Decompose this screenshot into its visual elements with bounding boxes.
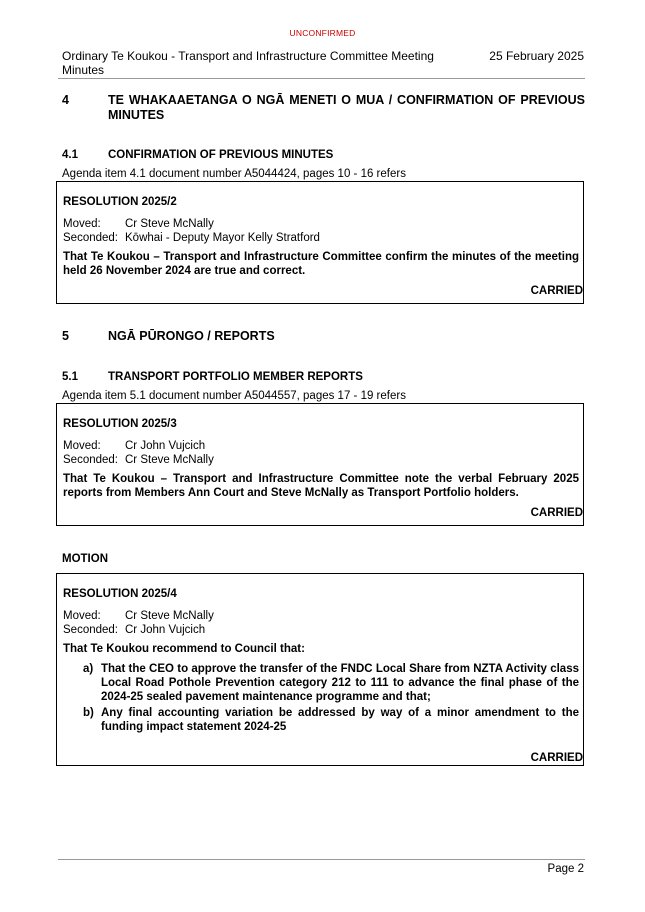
item-title: TRANSPORT PORTFOLIO MEMBER REPORTS: [108, 371, 363, 383]
list-item: [63, 662, 579, 704]
seconded-by: Cr Steve McNally: [125, 454, 214, 466]
seconded-by: Kōwhai - Deputy Mayor Kelly Stratford: [125, 232, 320, 244]
resolution-text: That Te Koukou – Transport and Infrastructure Committee confirm the minutes of the meeting held 26 November 2024 are true and correct.: [63, 251, 579, 277]
list-item-text: Any final accounting variation be addressed by way of a minor amendment to the funding impact statement 2024-25: [101, 707, 579, 733]
carried-status: CARRIED: [530, 507, 583, 519]
footer-divider: [58, 859, 585, 860]
motion-heading: MOTION: [62, 553, 108, 565]
section-title: TE WHAKAAETANGA O NGĀ MENETI O MUA / CONFIRMATION OF PREVIOUS MINUTES: [108, 93, 585, 122]
seconded-line: [63, 453, 583, 467]
item-5-1-heading: [62, 371, 585, 385]
resolution-box-2025-2: [56, 181, 584, 304]
moved-by: Cr John Vujcich: [125, 440, 206, 452]
agenda-reference: Agenda item 4.1 document number A5044424, pages 10 - 16 refers: [62, 168, 406, 180]
moved-key: Moved:: [63, 440, 101, 452]
moved-by: Cr Steve McNally: [125, 610, 214, 622]
seconded-key: Seconded:: [63, 232, 118, 244]
carried-status: CARRIED: [530, 285, 583, 297]
motion-intro: That Te Koukou recommend to Council that:: [63, 643, 305, 655]
list-item-text: That the CEO to approve the transfer of the FNDC Local Share from NZTA Activity class Local Road Pothole Prevention category 212 to 111 to advance the final phase of the 2024-25 sealed pavement maintenance programme and that;: [101, 663, 579, 703]
header-title: Ordinary Te Koukou - Transport and Infrastructure Committee Meeting Minutes: [62, 49, 434, 77]
seconded-key: Seconded:: [63, 624, 118, 636]
seconded-key: Seconded:: [63, 454, 118, 466]
moved-key: Moved:: [63, 218, 101, 230]
section-title: NGĀ PŪRONGO / REPORTS: [108, 329, 275, 343]
carried-status: CARRIED: [530, 752, 583, 764]
resolution-label: RESOLUTION 2025/2: [63, 196, 177, 208]
section-4-heading: [62, 93, 585, 125]
moved-key: Moved:: [63, 610, 101, 622]
section-number: 5: [62, 329, 69, 343]
agenda-reference: Agenda item 5.1 document number A5044557, pages 17 - 19 refers: [62, 390, 406, 402]
header-divider: [58, 78, 585, 79]
resolution-text: That Te Koukou – Transport and Infrastructure Committee note the verbal February 2025 reports from Members Ann Court and Steve McNally as Transport Portfolio holders.: [63, 473, 579, 499]
moved-line: [63, 217, 583, 231]
section-5-heading: [62, 329, 585, 345]
moved-by: Cr Steve McNally: [125, 218, 214, 230]
moved-line: [63, 439, 583, 453]
moved-line: [63, 609, 583, 623]
list-item: [63, 706, 579, 734]
seconded-line: [63, 623, 583, 637]
resolution-box-2025-3: [56, 403, 584, 526]
motion-list: [63, 662, 583, 736]
item-number: 4.1: [62, 149, 78, 161]
section-number: 4: [62, 93, 69, 107]
unconfirmed-watermark: UNCONFIRMED: [289, 28, 356, 38]
item-number: 5.1: [62, 371, 78, 383]
resolution-label: RESOLUTION 2025/4: [63, 588, 177, 600]
list-item-label: b): [83, 707, 94, 719]
resolution-box-2025-4: [56, 573, 584, 766]
seconded-by: Cr John Vujcich: [125, 624, 206, 636]
seconded-line: [63, 231, 583, 245]
header-date: 25 February 2025: [489, 49, 584, 63]
item-title: CONFIRMATION OF PREVIOUS MINUTES: [108, 149, 334, 161]
list-item-label: a): [83, 663, 94, 675]
resolution-label: RESOLUTION 2025/3: [63, 418, 177, 430]
page-number: Page 2: [547, 863, 584, 875]
item-4-1-heading: [62, 149, 585, 163]
